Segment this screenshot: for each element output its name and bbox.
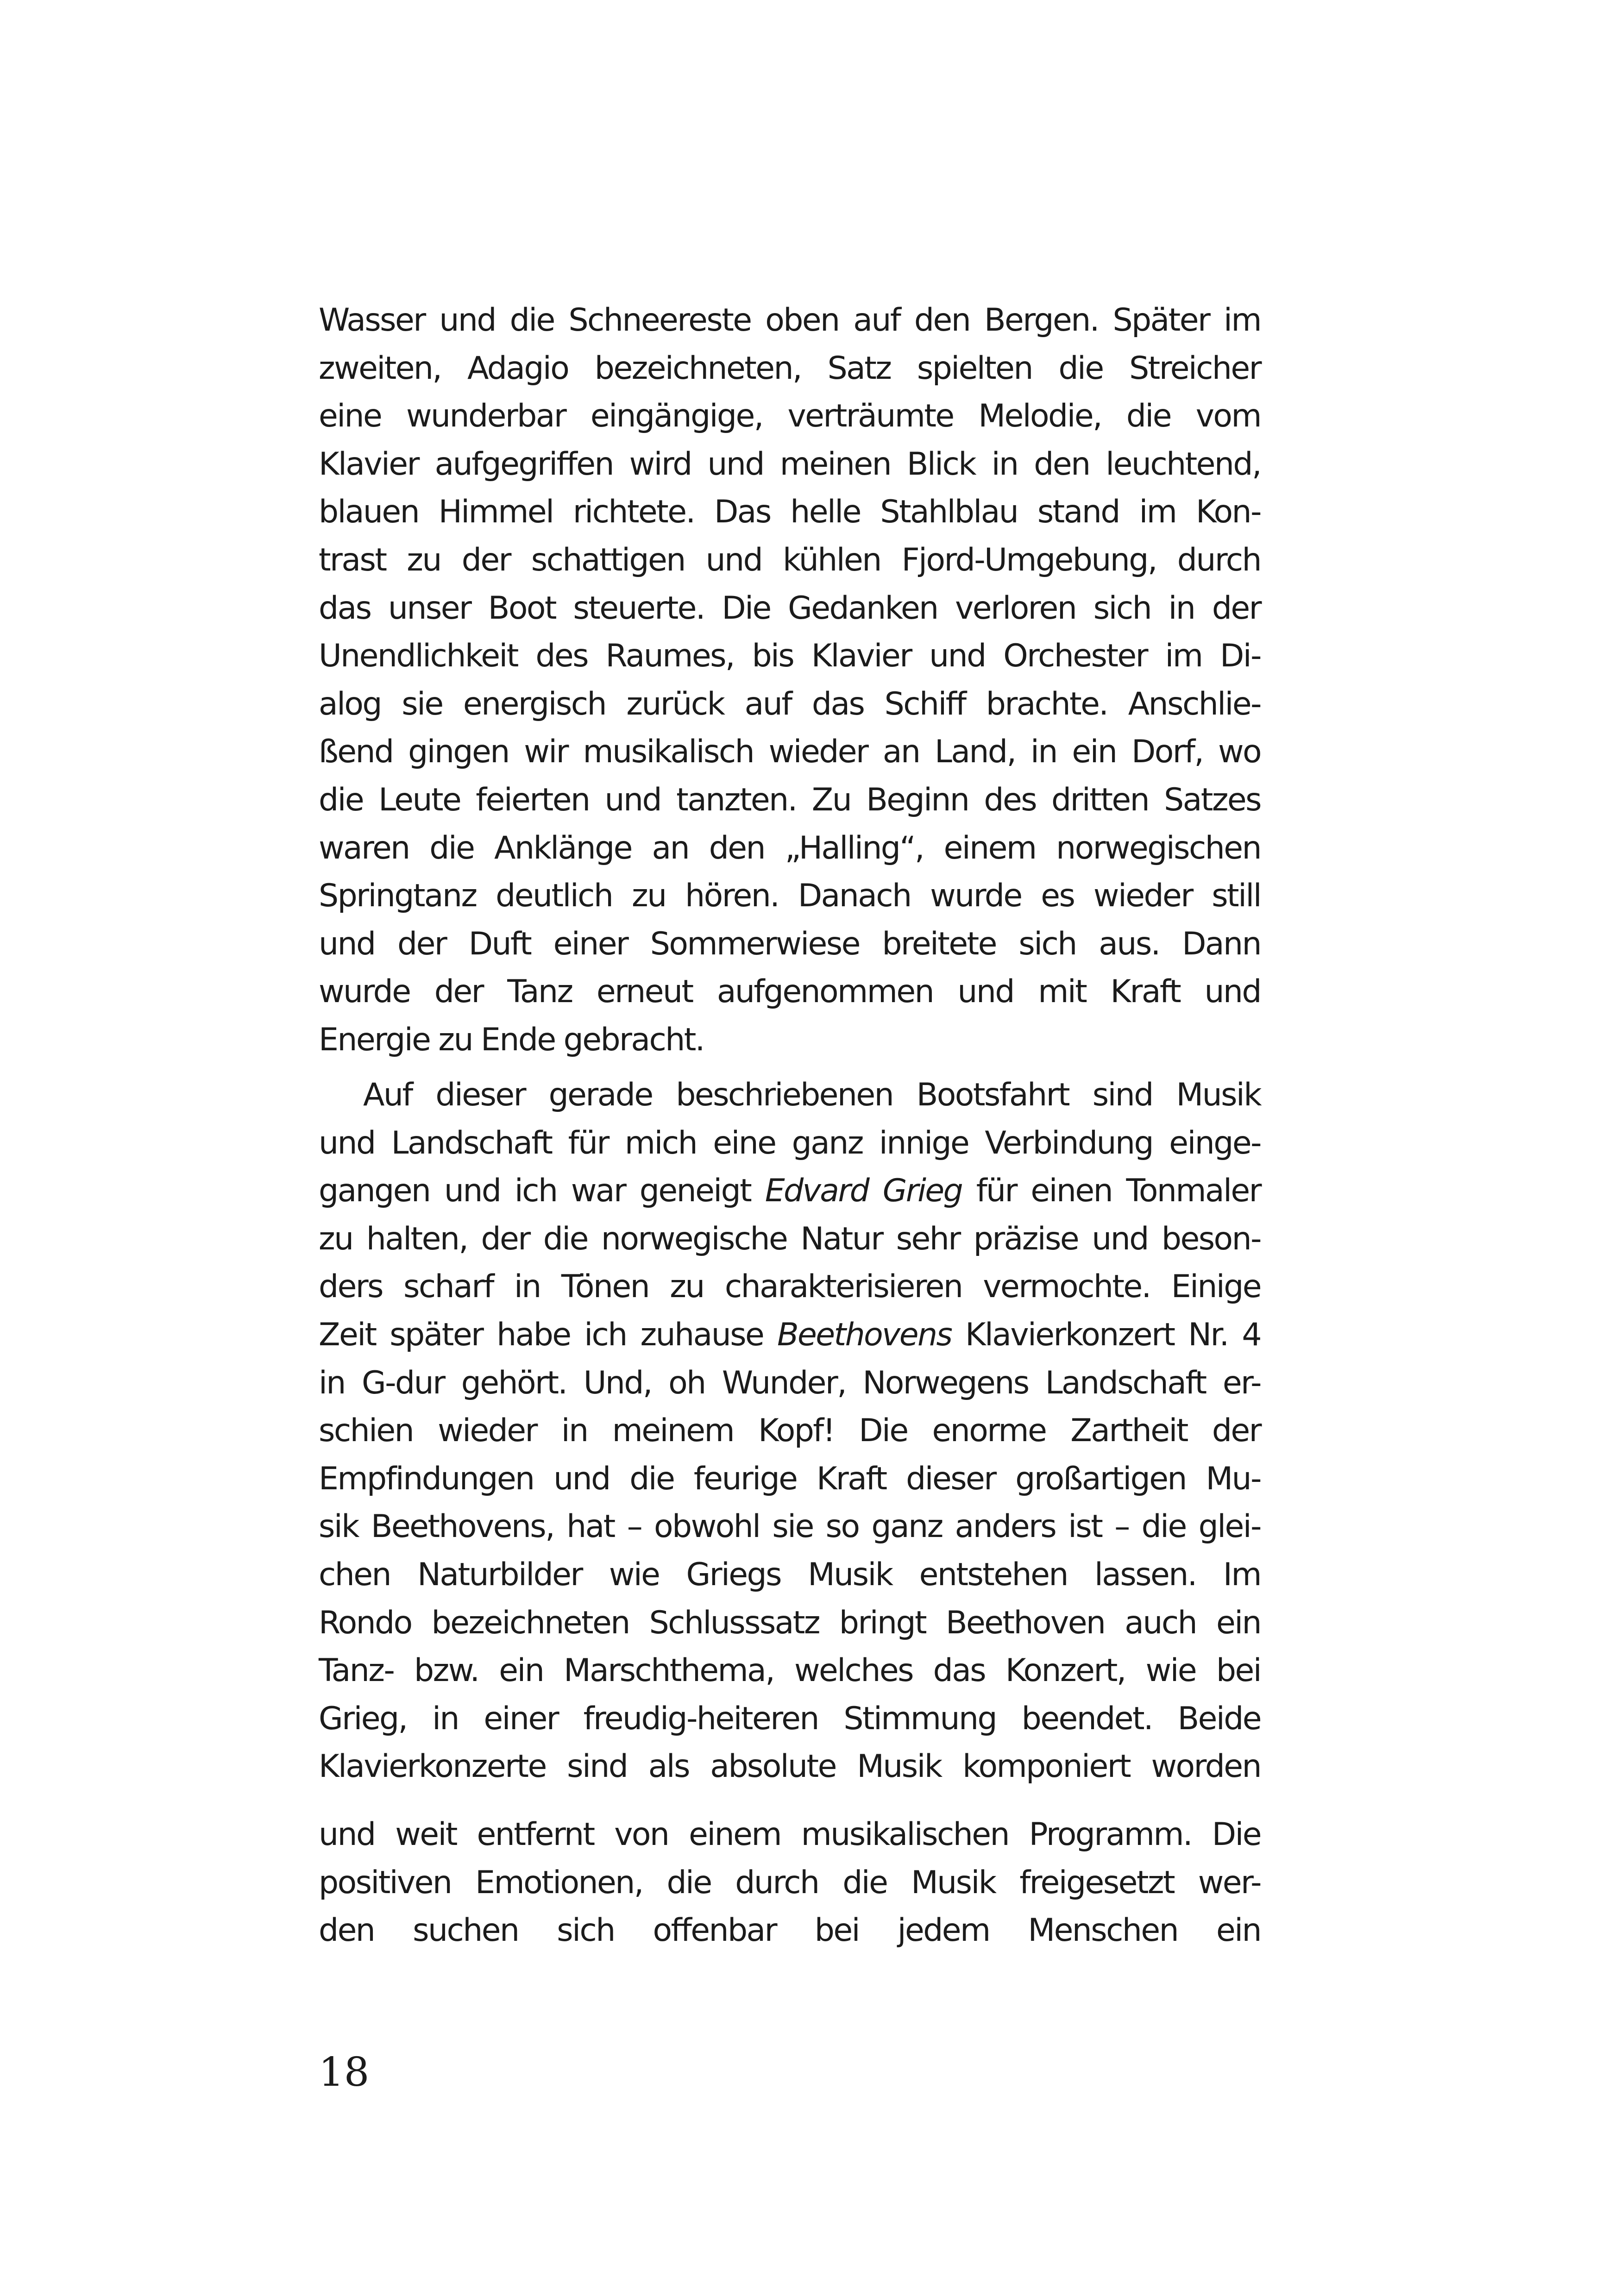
text-line: Wasser und die Schneereste oben auf den Bergen. Später im [319,302,1261,339]
text-line: Tanz- bzw. ein Marschthema, welches das Konzert, wie bei [319,1652,1261,1689]
paragraph-3 [319,1811,1261,1955]
text-line: die Leute feierten und tanzten. Zu Beginn des dritten Satzes [319,781,1261,818]
text-line: alog sie energisch zurück auf das Schiff brachte. Anschlie- [319,685,1261,722]
text-line: und Landschaft für mich eine ganz innige Verbindung einge- [319,1124,1261,1161]
text-run: Zeit später habe ich zuhause [319,1316,777,1353]
text-line: Springtanz deutlich zu hören. Danach wurde es wieder still [319,878,1261,915]
text-run: Klavierkonzert Nr. 4 [951,1316,1261,1353]
text-line: Energie zu Ende gebracht. [319,1021,704,1058]
text-line: eine wunderbar eingängige, verträumte Melodie, die vom [319,398,1261,435]
paragraph-2 [319,1071,1261,1791]
text-line: chen Naturbilder wie Griegs Musik entstehen lassen. Im [319,1556,1261,1593]
text-line: und weit entfernt von einem musikalischen Programm. Die [319,1816,1261,1853]
page-number: 18 [319,2049,370,2095]
text-line: Klavierkonzerte sind als absolute Musik komponiert worden [319,1748,1261,1785]
text-line: blauen Himmel richtete. Das helle Stahlblau stand im Kon- [319,494,1261,531]
text-line: zu halten, der die norwegische Natur sehr präzise und beson- [319,1220,1261,1257]
paragraph-1 [319,296,1261,1064]
text-line: waren die Anklänge an den „Halling“, einem norwegischen [319,829,1261,866]
text-line: Klavier aufgegriffen wird und meinen Blick in den leuchtend, [319,445,1261,483]
text-line: in G-dur gehört. Und, oh Wunder, Norwegens Landschaft er- [319,1364,1261,1401]
text-line: positiven Emotionen, die durch die Musik freigesetzt wer- [319,1864,1261,1901]
text-line: ßend gingen wir musikalisch wieder an Land, in ein Dorf, wo [319,734,1261,771]
text-line: und der Duft einer Sommerwiese breitete sich aus. Dann [319,925,1261,962]
text-run: für einen Tonmaler [962,1173,1261,1210]
text-line: sik Beethovens, hat – obwohl sie so ganz anders ist – die glei- [319,1508,1261,1545]
text-line: ders scharf in Tönen zu charakterisieren vermochte. Einige [319,1268,1261,1305]
text-line [319,1167,1261,1215]
emphasized-name: Edvard Grieg [765,1173,962,1210]
text-line: Rondo bezeichneten Schlusssatz bringt Beethoven auch ein [319,1604,1261,1641]
text-line: Grieg, in einer freudig-heiteren Stimmung beendet. Beide [319,1700,1261,1737]
text-line: das unser Boot steuerte. Die Gedanken verloren sich in der [319,590,1261,627]
text-line: zweiten, Adagio bezeichneten, Satz spielten die Streicher [319,350,1261,387]
text-line: Auf dieser gerade beschriebenen Bootsfahrt sind Musik [363,1077,1261,1113]
text-line [319,1311,1261,1359]
text-line: den suchen sich offenbar bei jedem Menschen ein [319,1912,1261,1949]
text-line: Unendlichkeit des Raumes, bis Klavier und Orchester im Di- [319,638,1261,675]
text-line: trast zu der schattigen und kühlen Fjord-Umgebung, durch [319,541,1261,578]
text-run: gangen und ich war geneigt [319,1173,765,1210]
emphasized-name: Beethovens [777,1316,952,1353]
text-line: wurde der Tanz erneut aufgenommen und mit Kraft und [319,973,1261,1010]
text-line: schien wieder in meinem Kopf! Die enorme Zartheit der [319,1412,1261,1449]
text-line: Empfindungen und die feurige Kraft dieser großartigen Mu- [319,1460,1261,1497]
